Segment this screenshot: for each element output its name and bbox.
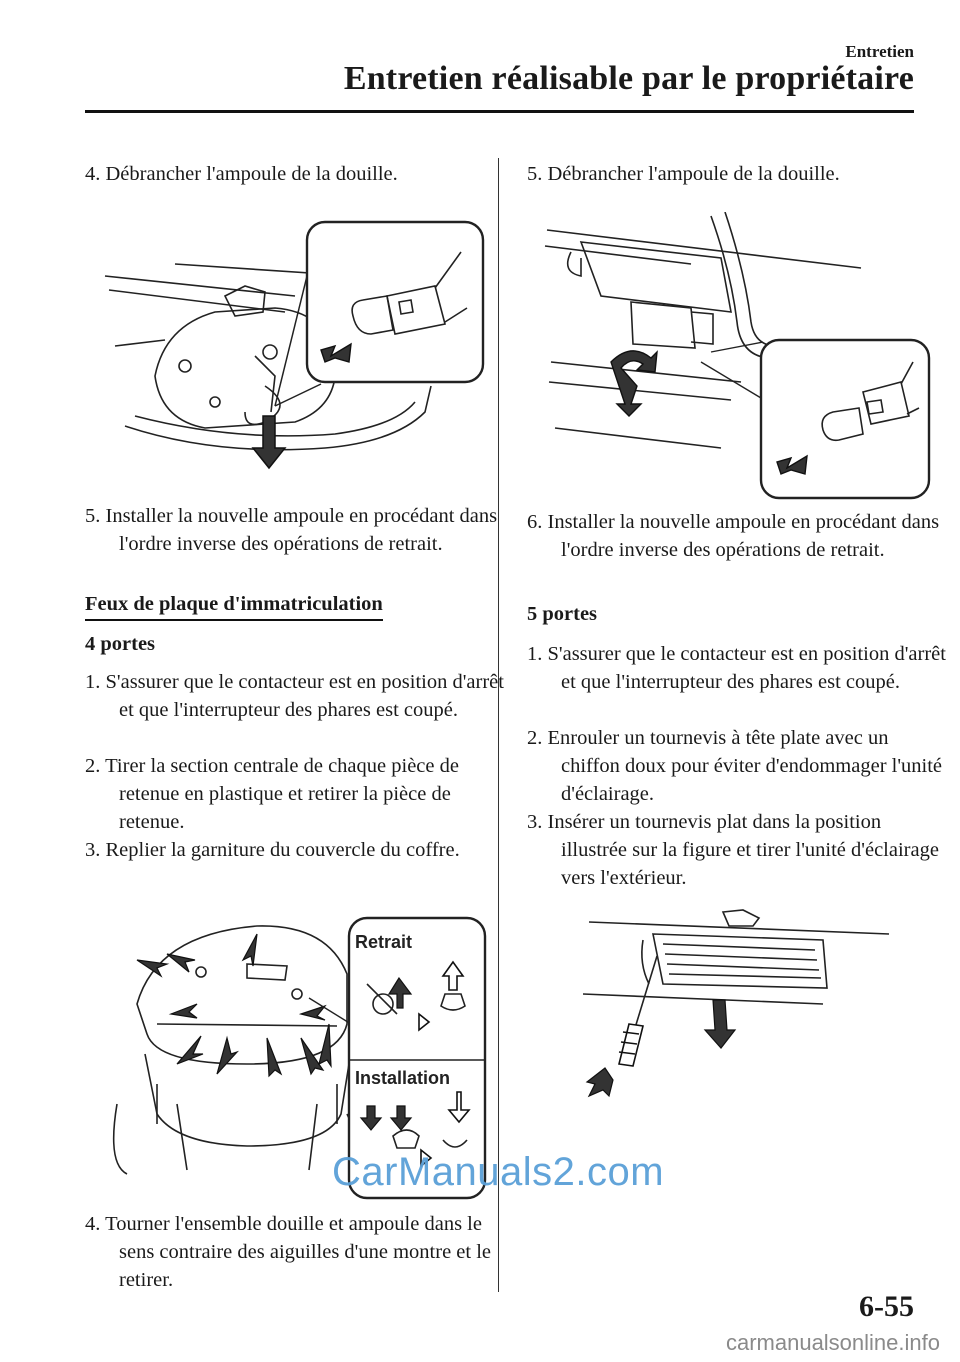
section-label: Entretien xyxy=(845,42,914,61)
figure-tail-lamp-socket xyxy=(95,216,485,478)
watermark-carmanuals: CarManuals2.com xyxy=(332,1150,665,1194)
left-step-3: 3. Replier la garniture du couvercle du coffre. xyxy=(85,839,460,861)
inset-label-installation: Installation xyxy=(355,1068,451,1088)
right-step-2: 2. Enrouler un tournevis à tête plate avec un chiffon doux pour éviter d'endommager l'unité d'éclairage. xyxy=(527,727,943,805)
inset-label-retrait: Retrait xyxy=(355,932,413,952)
left-step-5: 5. Installer la nouvelle ampoule en procédant dans l'ordre inverse des opérations de retrait. xyxy=(85,505,498,555)
heading-5-doors: 5 portes xyxy=(527,603,598,625)
heading-plate-lights: Feux de plaque d'immatriculation xyxy=(85,590,383,621)
left-step-4-top: 4. Débrancher l'ampoule de la douille. xyxy=(85,163,398,185)
column-divider xyxy=(498,158,499,1292)
left-step-4-bottom: 4. Tourner l'ensemble douille et ampoule dans le sens contraire des aiguilles d'une montre et le retirer. xyxy=(85,1213,492,1291)
page-number: 6-55 xyxy=(859,1290,914,1323)
page-title: Entretien réalisable par le propriétaire xyxy=(343,60,914,97)
figure-screwdriver-pry xyxy=(583,904,903,1104)
heading-4-doors: 4 portes xyxy=(85,633,156,655)
right-step-6: 6. Installer la nouvelle ampoule en procédant dans l'ordre inverse des opérations de retrait. xyxy=(527,511,940,561)
figure-plate-light-socket xyxy=(541,212,931,502)
left-step-2: 2. Tirer la section centrale de chaque pièce de retenue en plastique et retirer la pièce de retenue. xyxy=(85,755,459,833)
left-step-1: 1. S'assurer que le contacteur est en position d'arrêt et que l'interrupteur des phares est coupé. xyxy=(85,671,504,721)
footer-watermark: carmanualsonline.info xyxy=(725,1330,940,1355)
right-column xyxy=(527,160,946,1290)
right-step-1: 1. S'assurer que le contacteur est en position d'arrêt et que l'interrupteur des phares est coupé. xyxy=(527,643,946,693)
right-step-3: 3. Insérer un tournevis plat dans la position illustrée sur la figure et tirer l'unité d'éclairage vers l'extérieur. xyxy=(527,811,939,889)
title-rule xyxy=(85,110,914,113)
right-step-5: 5. Débrancher l'ampoule de la douille. xyxy=(527,163,840,185)
